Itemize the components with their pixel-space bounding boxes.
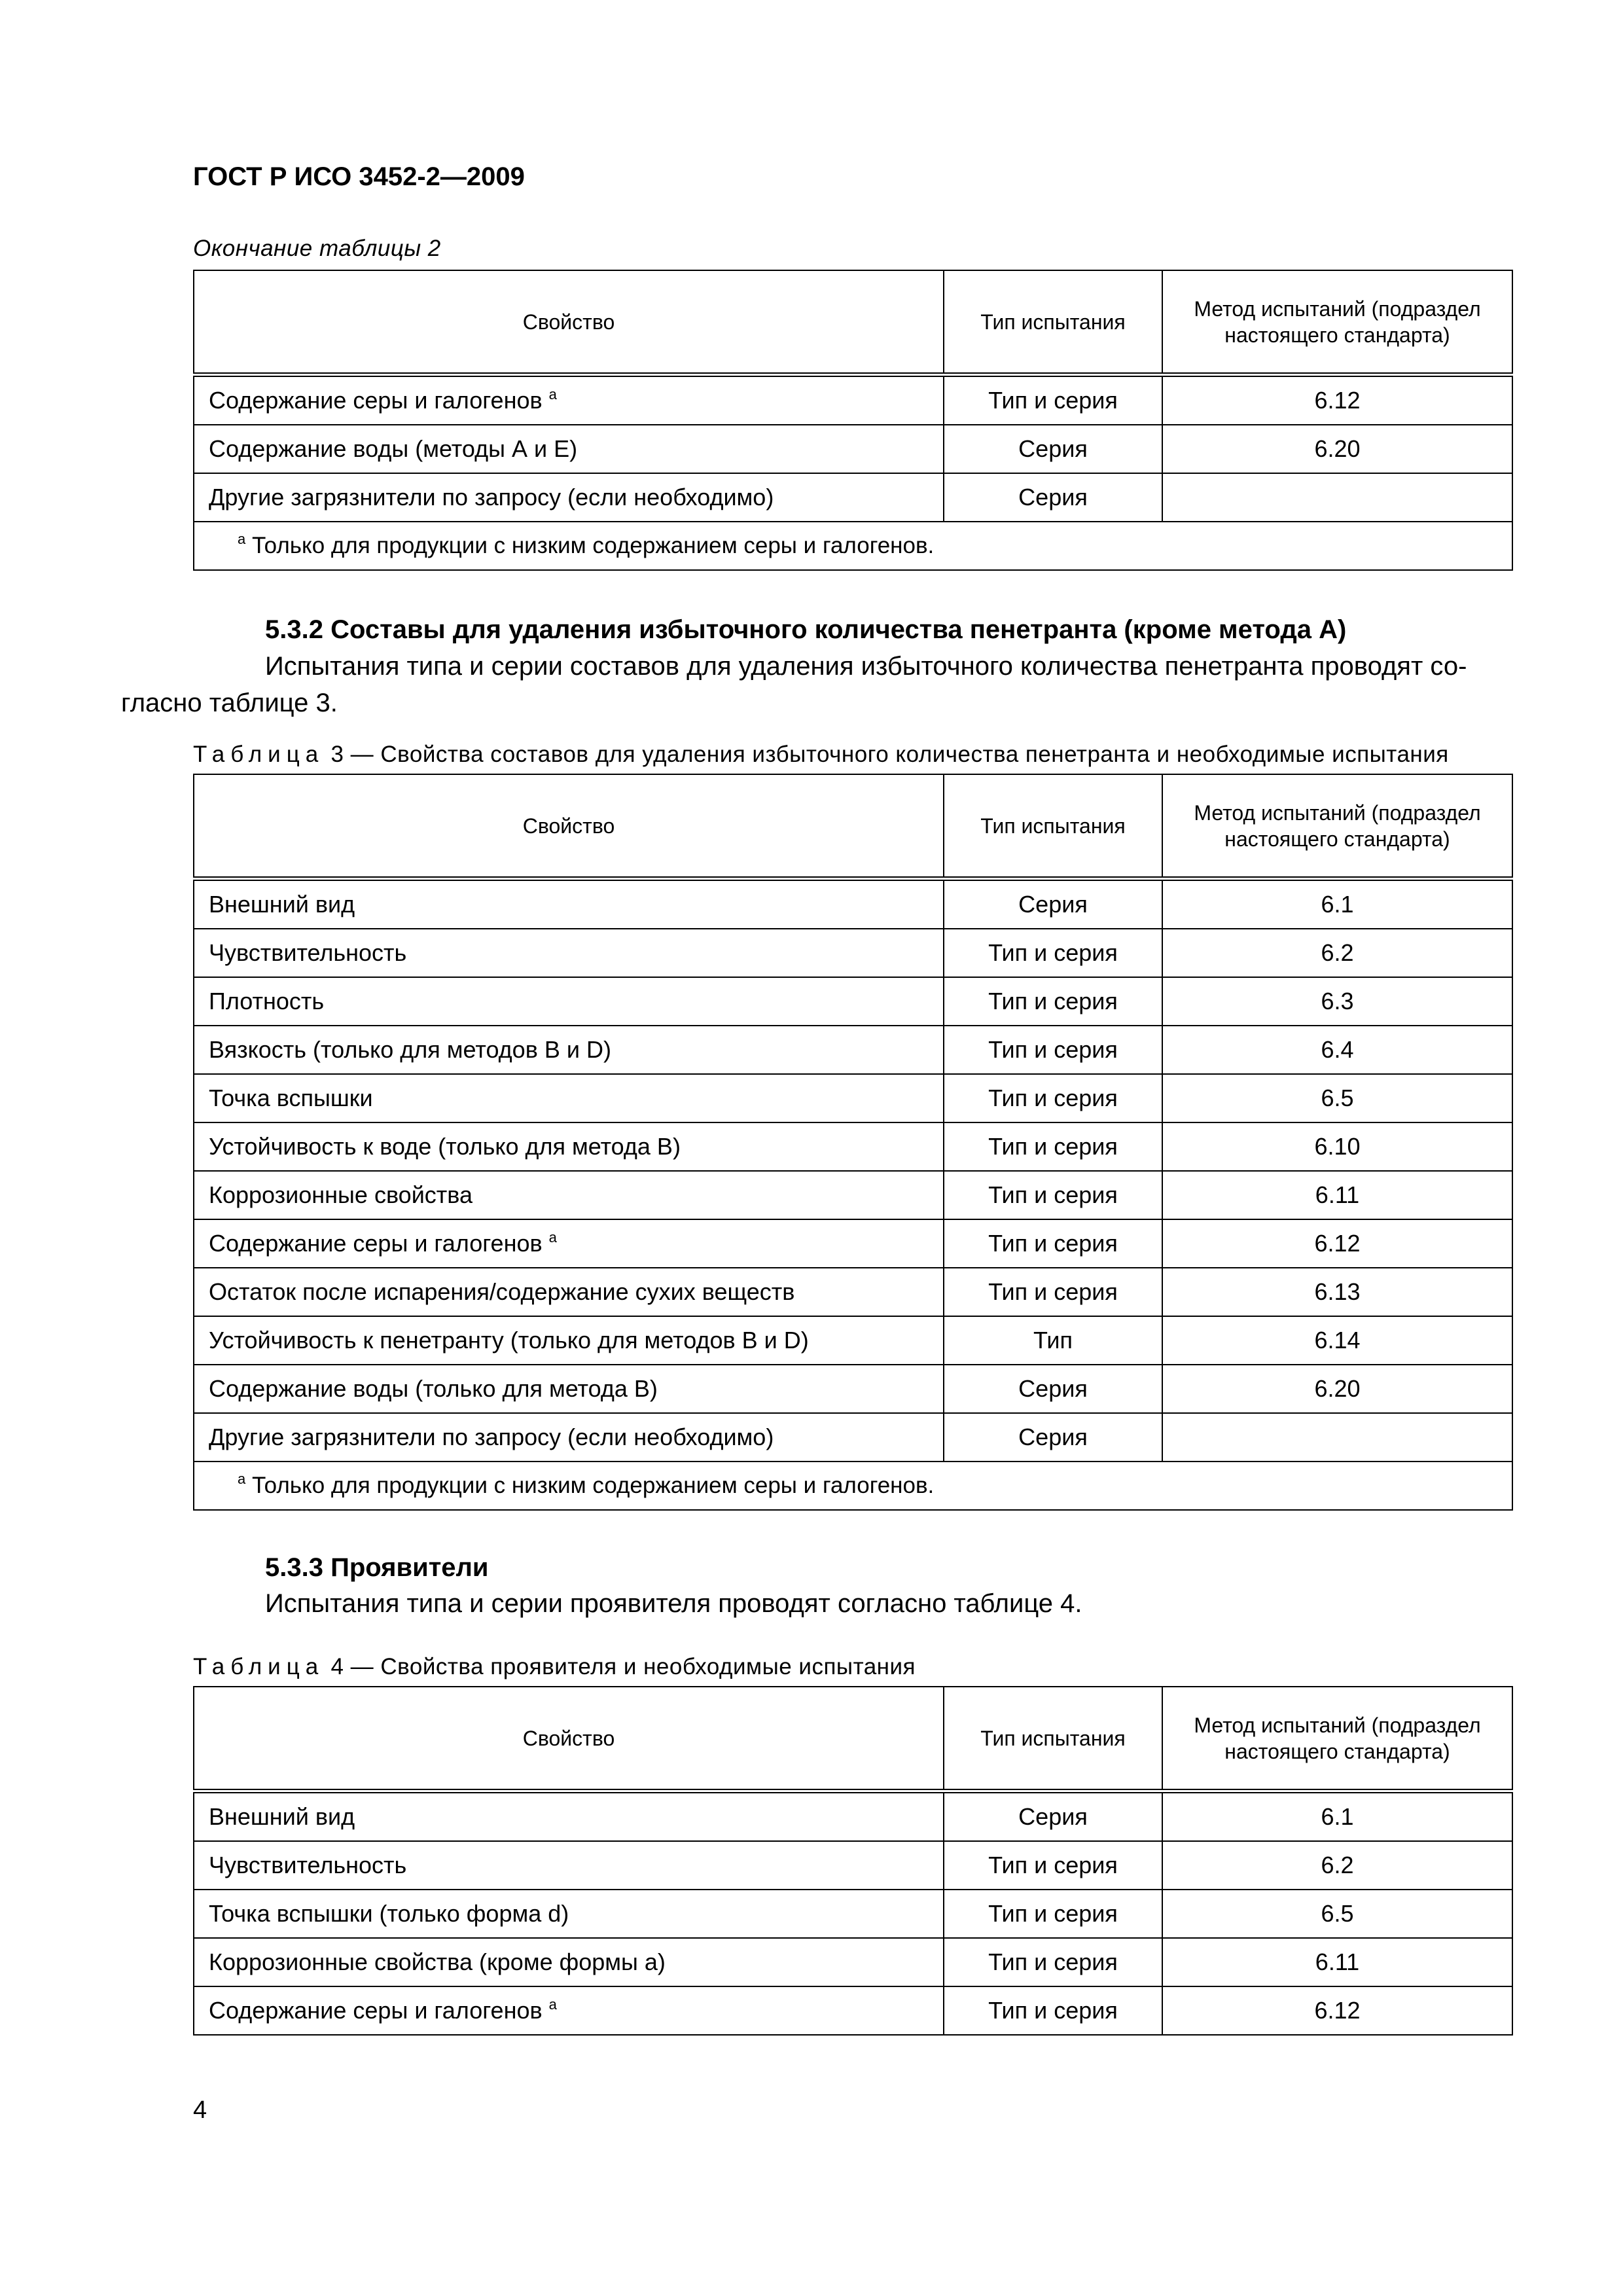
table-row <box>194 1122 1512 1171</box>
cell-test-type-text: Тип и серия <box>988 387 1118 414</box>
cell-test-type <box>944 1890 1162 1938</box>
cell-test-method-text: 6.4 <box>1321 1036 1354 1063</box>
footnote-ref: a <box>548 1996 557 2013</box>
table-row <box>194 473 1512 522</box>
table3-header-method: Метод испытаний (подраздел настоящего стандарта) <box>1162 774 1512 879</box>
table-row <box>194 1841 1512 1890</box>
cell-property-text: Точка вспышки (только форма d) <box>209 1900 569 1927</box>
table-footnote <box>194 1462 1512 1510</box>
cell-property <box>194 1986 944 2035</box>
cell-test-method <box>1162 1938 1512 1986</box>
cell-property-text: Устойчивость к пенетранту (только для методов В и D) <box>209 1327 809 1354</box>
cell-test-type <box>944 1122 1162 1171</box>
cell-property <box>194 1365 944 1413</box>
cell-property <box>194 1171 944 1219</box>
footnote-ref: a <box>548 1229 557 1246</box>
section-5-3-2-text <box>121 648 1512 721</box>
cell-property-text: Чувствительность <box>209 939 407 966</box>
cell-property <box>194 375 944 425</box>
cell-test-type <box>944 1171 1162 1219</box>
cell-property <box>194 1791 944 1842</box>
cell-property <box>194 1074 944 1122</box>
table2 <box>193 270 1513 571</box>
page-number: 4 <box>193 2096 207 2124</box>
table-row <box>194 929 1512 977</box>
cell-test-method <box>1162 1413 1512 1462</box>
cell-test-type-text: Серия <box>1018 891 1088 918</box>
cell-property <box>194 473 944 522</box>
cell-property <box>194 929 944 977</box>
cell-test-method <box>1162 375 1512 425</box>
cell-test-method-text: 6.2 <box>1321 1852 1354 1878</box>
cell-test-type-text: Тип и серия <box>988 939 1118 966</box>
table-row <box>194 1938 1512 1986</box>
cell-test-method <box>1162 1268 1512 1316</box>
document-header: ГОСТ Р ИСО 3452-2—2009 <box>193 162 525 191</box>
table4 <box>193 1686 1513 2036</box>
cell-property-text: Вязкость (только для методов В и D) <box>209 1036 611 1063</box>
cell-property-text: Чувствительность <box>209 1852 407 1878</box>
footnote-text: Только для продукции с низким содержанием серы и галогенов. <box>251 1473 935 1498</box>
cell-test-type-text: Тип и серия <box>988 1852 1118 1878</box>
table-row <box>194 1268 1512 1316</box>
cell-test-method <box>1162 1986 1512 2035</box>
cell-test-method <box>1162 473 1512 522</box>
cell-test-method <box>1162 1841 1512 1890</box>
cell-property-text: Коррозионные свойства <box>209 1181 473 1208</box>
cell-test-type-text: Серия <box>1018 1375 1088 1402</box>
cell-property-text: Содержание серы и галогенов <box>209 1997 543 2024</box>
cell-test-method-text: 6.14 <box>1314 1327 1361 1354</box>
cell-test-method-text: 6.20 <box>1314 1375 1361 1402</box>
cell-test-method <box>1162 879 1512 929</box>
cell-test-method-text: 6.1 <box>1321 1803 1354 1830</box>
table-row <box>194 1365 1512 1413</box>
cell-test-method <box>1162 977 1512 1026</box>
cell-test-method-text: 6.5 <box>1321 1900 1354 1927</box>
cell-test-method <box>1162 1122 1512 1171</box>
cell-test-type-text: Тип и серия <box>988 988 1118 1014</box>
cell-test-method-text: 6.3 <box>1321 988 1354 1014</box>
cell-test-type <box>944 977 1162 1026</box>
cell-property-text: Коррозионные свойства (кроме формы а) <box>209 1948 666 1975</box>
table3-caption <box>193 742 1449 768</box>
cell-test-type-text: Серия <box>1018 1424 1088 1450</box>
cell-property <box>194 977 944 1026</box>
cell-property <box>194 1219 944 1268</box>
cell-test-type <box>944 425 1162 473</box>
table-row <box>194 977 1512 1026</box>
table4-caption <box>193 1654 916 1680</box>
cell-test-method-text: 6.2 <box>1321 939 1354 966</box>
section-5-3-2-line1: Испытания типа и серии составов для удаления избыточного количества пенетранта проводят со- <box>265 652 1467 681</box>
cell-test-type-text: Тип и серия <box>988 1036 1118 1063</box>
table-row <box>194 425 1512 473</box>
cell-test-type <box>944 1986 1162 2035</box>
cell-test-method-text: 6.5 <box>1321 1085 1354 1111</box>
cell-property <box>194 1841 944 1890</box>
cell-property-text: Точка вспышки <box>209 1085 373 1111</box>
cell-property-text: Содержание воды (методы А и Е) <box>209 435 578 462</box>
footnote-text: Только для продукции с низким содержанием серы и галогенов. <box>251 533 935 558</box>
cell-property-text: Содержание серы и галогенов <box>209 387 543 414</box>
section-5-3-2-title: 5.3.2 Составы для удаления избыточного количества пенетранта (кроме метода А) <box>265 615 1347 644</box>
cell-test-type-text: Серия <box>1018 435 1088 462</box>
cell-test-method <box>1162 1791 1512 1842</box>
table3-body <box>194 879 1512 1511</box>
cell-test-type-text: Тип <box>1033 1327 1073 1354</box>
cell-test-type-text: Тип и серия <box>988 1230 1118 1257</box>
cell-test-method <box>1162 1365 1512 1413</box>
cell-test-method <box>1162 1890 1512 1938</box>
cell-test-type <box>944 1841 1162 1890</box>
cell-test-method-text: 6.11 <box>1315 1948 1360 1975</box>
footnote-mark: a <box>238 1471 246 1487</box>
table2-header-method: Метод испытаний (подраздел настоящего стандарта) <box>1162 270 1512 375</box>
section-5-3-3-text: Испытания типа и серии проявителя проводят согласно таблице 4. <box>265 1589 1082 1618</box>
cell-test-type <box>944 929 1162 977</box>
cell-property <box>194 1890 944 1938</box>
table-row <box>194 1219 1512 1268</box>
cell-test-method <box>1162 1219 1512 1268</box>
table-row <box>194 1316 1512 1365</box>
cell-test-type <box>944 1026 1162 1074</box>
cell-test-type <box>944 1268 1162 1316</box>
table3-caption-label: Таблица <box>193 742 325 767</box>
cell-property <box>194 1316 944 1365</box>
footnote-mark: a <box>238 531 246 547</box>
cell-property <box>194 425 944 473</box>
cell-test-method-text: 6.12 <box>1314 387 1361 414</box>
cell-property <box>194 879 944 929</box>
cell-test-type <box>944 473 1162 522</box>
cell-test-method-text: 6.1 <box>1321 891 1354 918</box>
table-row <box>194 1074 1512 1122</box>
cell-test-method-text: 6.12 <box>1314 1230 1361 1257</box>
cell-property-text: Остаток после испарения/содержание сухих веществ <box>209 1278 795 1305</box>
cell-property <box>194 1122 944 1171</box>
table4-header-property: Свойство <box>194 1687 944 1791</box>
table3-header-property: Свойство <box>194 774 944 879</box>
table-row <box>194 1413 1512 1462</box>
table2-header-property: Свойство <box>194 270 944 375</box>
cell-test-method-text: 6.20 <box>1314 435 1361 462</box>
cell-property <box>194 1413 944 1462</box>
cell-test-type <box>944 375 1162 425</box>
table-row <box>194 375 1512 425</box>
cell-test-type-text: Тип и серия <box>988 1085 1118 1111</box>
cell-property-text: Плотность <box>209 988 325 1014</box>
cell-test-type-text: Тип и серия <box>988 1181 1118 1208</box>
table-footnote <box>194 522 1512 570</box>
cell-test-type <box>944 1938 1162 1986</box>
table2-header-type: Тип испытания <box>944 270 1162 375</box>
cell-test-type-text: Тип и серия <box>988 1900 1118 1927</box>
table3-caption-text: 3 — Свойства составов для удаления избыточного количества пенетранта и необходимые испытания <box>330 742 1449 767</box>
table3 <box>193 774 1513 1511</box>
cell-test-type-text: Тип и серия <box>988 1133 1118 1160</box>
cell-test-method <box>1162 425 1512 473</box>
table2-body <box>194 375 1512 571</box>
cell-test-type-text: Тип и серия <box>988 1278 1118 1305</box>
section-5-3-2-line2: гласно таблице 3. <box>121 689 338 717</box>
cell-test-type <box>944 1074 1162 1122</box>
cell-test-type <box>944 1219 1162 1268</box>
table-footnote-row <box>194 1462 1512 1510</box>
cell-property-text: Устойчивость к воде (только для метода В) <box>209 1133 681 1160</box>
cell-test-type <box>944 1791 1162 1842</box>
cell-property <box>194 1938 944 1986</box>
cell-test-type-text: Тип и серия <box>988 1997 1118 2024</box>
table-row <box>194 879 1512 929</box>
table-row <box>194 1791 1512 1842</box>
cell-test-method-text: 6.10 <box>1314 1133 1361 1160</box>
cell-property-text: Внешний вид <box>209 891 355 918</box>
cell-property <box>194 1268 944 1316</box>
cell-test-type-text: Серия <box>1018 1803 1088 1830</box>
section-5-3-3-title: 5.3.3 Проявители <box>265 1553 489 1582</box>
cell-property-text: Содержание серы и галогенов <box>209 1230 543 1257</box>
table-row <box>194 1986 1512 2035</box>
cell-test-method <box>1162 929 1512 977</box>
footnote-ref: a <box>548 386 557 403</box>
cell-test-type <box>944 1365 1162 1413</box>
cell-test-method <box>1162 1026 1512 1074</box>
cell-test-type <box>944 1316 1162 1365</box>
cell-test-type <box>944 879 1162 929</box>
cell-test-type <box>944 1413 1162 1462</box>
cell-test-method <box>1162 1171 1512 1219</box>
cell-property-text: Внешний вид <box>209 1803 355 1830</box>
cell-property <box>194 1026 944 1074</box>
table4-header-method: Метод испытаний (подраздел настоящего стандарта) <box>1162 1687 1512 1791</box>
table4-caption-text: 4 — Свойства проявителя и необходимые испытания <box>330 1654 916 1679</box>
cell-test-method-text: 6.13 <box>1314 1278 1361 1305</box>
cell-test-type-text: Серия <box>1018 484 1088 511</box>
cell-property-text: Другие загрязнители по запросу (если необходимо) <box>209 484 774 511</box>
table-row <box>194 1890 1512 1938</box>
cell-property-text: Содержание воды (только для метода В) <box>209 1375 658 1402</box>
cell-test-method-text: 6.12 <box>1314 1997 1361 2024</box>
cell-test-type-text: Тип и серия <box>988 1948 1118 1975</box>
cell-test-method <box>1162 1074 1512 1122</box>
table4-header-type: Тип испытания <box>944 1687 1162 1791</box>
table-row <box>194 1171 1512 1219</box>
cell-test-method-text: 6.11 <box>1315 1181 1360 1208</box>
cell-test-method <box>1162 1316 1512 1365</box>
table4-caption-label: Таблица <box>193 1654 325 1679</box>
table4-body <box>194 1791 1512 2036</box>
table2-caption: Окончание таблицы 2 <box>193 236 441 261</box>
table-row <box>194 1026 1512 1074</box>
table3-header-type: Тип испытания <box>944 774 1162 879</box>
cell-property-text: Другие загрязнители по запросу (если необходимо) <box>209 1424 774 1450</box>
table-footnote-row <box>194 522 1512 570</box>
